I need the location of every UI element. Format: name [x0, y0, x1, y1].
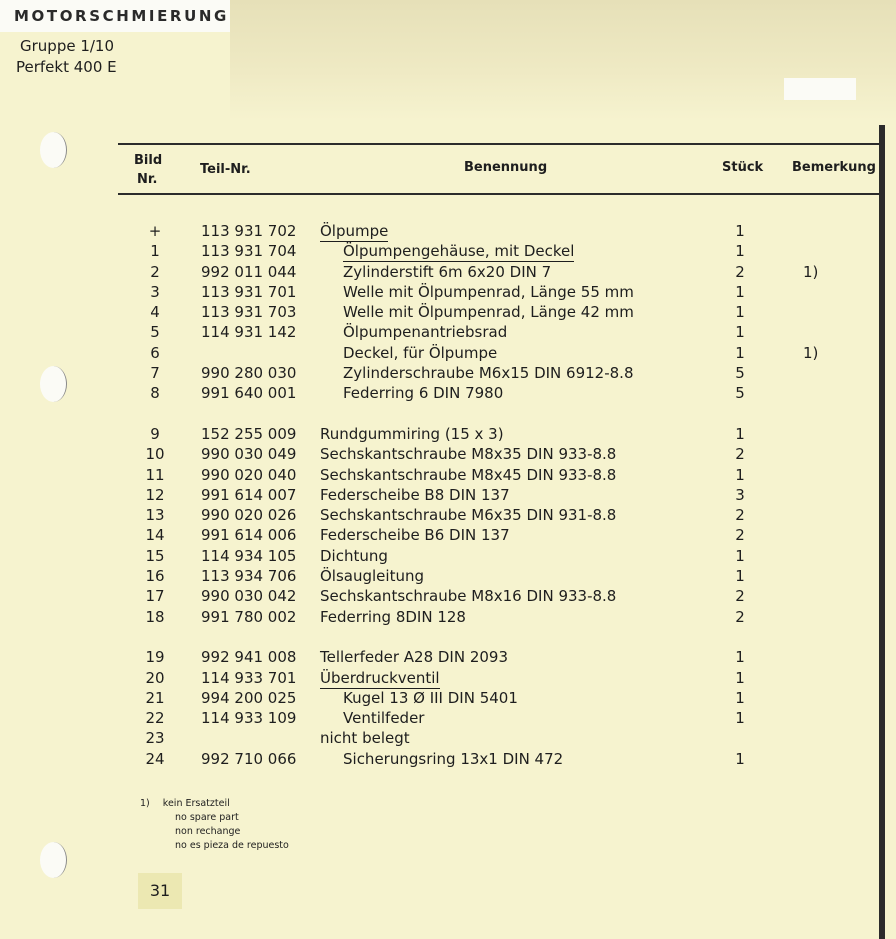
table-row: [0, 750, 896, 770]
part-name: Überdruckventil: [320, 668, 440, 687]
table-row: [0, 486, 896, 506]
punch-hole: [40, 132, 67, 168]
part-name: Tellerfeder A28 DIN 2093: [320, 648, 509, 667]
quantity: 1: [735, 688, 745, 707]
col-header-bild: Bild: [134, 153, 163, 168]
quantity: 1: [735, 424, 745, 443]
table-row: [0, 323, 896, 343]
table-row: [0, 648, 896, 668]
part-name: Zylinderschraube M6x15 DIN 6912-8.8: [343, 364, 634, 383]
remark: 1): [803, 343, 819, 362]
bild-number: 11: [145, 465, 165, 484]
col-header-name: Benennung: [464, 160, 548, 175]
group-label: Gruppe 1/10: [20, 37, 115, 55]
part-name: Welle mit Ölpumpenrad, Länge 55 mm: [343, 282, 634, 301]
footnote-text: no spare part: [175, 812, 239, 823]
bild-number: 10: [145, 445, 165, 464]
col-header-qty: Stück: [722, 160, 764, 175]
quantity: 2: [735, 607, 745, 626]
part-number: 990 020 040: [201, 465, 297, 484]
bild-number: 20: [145, 668, 165, 687]
part-name: Sechskantschraube M6x35 DIN 931-8.8: [320, 506, 617, 525]
quantity: 1: [735, 709, 745, 728]
table-row: [0, 466, 896, 486]
part-number: 113 931 702: [201, 222, 297, 240]
table-row: [0, 283, 896, 303]
quantity: 1: [735, 343, 745, 362]
part-number: 991 780 002: [201, 607, 297, 626]
col-header-remark: Bemerkung: [792, 160, 876, 175]
part-number: 994 200 025: [201, 688, 297, 707]
table-row: [0, 669, 896, 689]
page-number: 31: [138, 873, 182, 909]
quantity: 3: [735, 485, 745, 504]
bild-number: 21: [145, 688, 165, 707]
bild-number: 23: [145, 729, 165, 748]
bild-number: 19: [145, 648, 165, 667]
part-number: 991 614 007: [201, 485, 297, 504]
bild-number: 5: [150, 323, 160, 342]
bild-number: 13: [145, 506, 165, 525]
quantity: 1: [735, 749, 745, 768]
part-number: 992 011 044: [201, 262, 297, 281]
part-name: nicht belegt: [320, 729, 410, 748]
table-row: [0, 526, 896, 546]
part-name: Ölsaugleitung: [320, 567, 424, 586]
model-label: Perfekt 400 E: [16, 58, 117, 76]
table-row: [0, 303, 896, 323]
table-top-rule: [118, 143, 880, 145]
part-number: 113 931 703: [201, 303, 297, 322]
col-header-part: Teil-Nr.: [200, 162, 251, 177]
part-name: Ölpumpe: [320, 222, 389, 240]
quantity: 1: [735, 242, 745, 261]
table-header-rule: [118, 193, 880, 195]
bild-number: 3: [150, 282, 160, 301]
footnote-text: kein Ersatzteil: [162, 798, 230, 809]
table-row: [0, 263, 896, 283]
bild-number: 8: [150, 384, 160, 403]
bild-number: 2: [150, 262, 160, 281]
part-name: Sechskantschraube M8x35 DIN 933-8.8: [320, 445, 617, 464]
part-number: 114 934 105: [201, 546, 297, 565]
table-row: [0, 364, 896, 384]
quantity: 2: [735, 262, 745, 281]
part-name: Federscheibe B8 DIN 137: [320, 485, 510, 504]
part-name: Federring 6 DIN 7980: [343, 384, 504, 403]
part-name: Deckel, für Ölpumpe: [343, 343, 498, 362]
bild-number: 17: [145, 587, 165, 606]
quantity: 1: [735, 323, 745, 342]
quantity: 2: [735, 587, 745, 606]
paper-patch: [784, 78, 856, 100]
part-number: 113 934 706: [201, 567, 297, 586]
part-name: Ventilfeder: [343, 709, 425, 728]
quantity: 1: [735, 546, 745, 565]
table-row: [0, 709, 896, 729]
page-title: MOTORSCHMIERUNG: [14, 7, 229, 25]
table-row: [0, 689, 896, 709]
bild-number: 7: [150, 364, 160, 383]
bild-number: 12: [145, 485, 165, 504]
part-number: 990 030 049: [201, 445, 297, 464]
part-number: 113 931 704: [201, 242, 297, 261]
quantity: 1: [735, 222, 745, 240]
table-row: [0, 608, 896, 628]
part-name: Sicherungsring 13x1 DIN 472: [343, 749, 564, 768]
footnote-marker: 1): [140, 798, 150, 809]
part-name: Federring 8DIN 128: [320, 607, 466, 626]
footnote-line: [140, 798, 230, 809]
table-row: [0, 567, 896, 587]
table-row: [0, 242, 896, 262]
table-row: [0, 425, 896, 445]
part-number: 992 710 066: [201, 749, 297, 768]
part-number: 114 933 109: [201, 709, 297, 728]
part-name: Sechskantschraube M8x45 DIN 933-8.8: [320, 465, 617, 484]
part-number: 114 931 142: [201, 323, 297, 342]
part-number: 113 931 701: [201, 282, 297, 301]
bild-number: 22: [145, 709, 165, 728]
part-name: Ölpumpengehäuse, mit Deckel: [343, 242, 575, 261]
bild-number: 18: [145, 607, 165, 626]
part-number: 991 614 006: [201, 526, 297, 545]
table-row: [0, 384, 896, 404]
part-name: Federscheibe B6 DIN 137: [320, 526, 510, 545]
quantity: 1: [735, 282, 745, 301]
part-number: 990 030 042: [201, 587, 297, 606]
table-row: [0, 506, 896, 526]
quantity: 1: [735, 567, 745, 586]
part-number: 152 255 009: [201, 424, 297, 443]
paper-tint: [230, 0, 896, 120]
quantity: 1: [735, 303, 745, 322]
part-name: Zylinderstift 6m 6x20 DIN 7: [343, 262, 552, 281]
bild-number: 9: [150, 424, 160, 443]
part-number: 991 640 001: [201, 384, 297, 403]
quantity: 2: [735, 526, 745, 545]
table-row: [0, 729, 896, 749]
part-name: Welle mit Ölpumpenrad, Länge 42 mm: [343, 303, 634, 322]
quantity: 2: [735, 445, 745, 464]
part-name: Dichtung: [320, 546, 388, 565]
quantity: 1: [735, 648, 745, 667]
quantity: 5: [735, 384, 745, 403]
part-name: Sechskantschraube M8x16 DIN 933-8.8: [320, 587, 617, 606]
bild-number: 24: [145, 749, 165, 768]
quantity: 1: [735, 668, 745, 687]
bild-number: 16: [145, 567, 165, 586]
part-number: 992 941 008: [201, 648, 297, 667]
part-name: Rundgummiring (15 x 3): [320, 424, 504, 443]
part-name: Kugel 13 Ø III DIN 5401: [343, 688, 518, 707]
table-row: [0, 445, 896, 465]
quantity: 5: [735, 364, 745, 383]
bild-number: 15: [145, 546, 165, 565]
table-row: [0, 587, 896, 607]
punch-hole: [40, 842, 67, 878]
bild-number: 1: [150, 242, 160, 261]
part-number: 990 020 026: [201, 506, 297, 525]
col-header-nr: Nr.: [137, 172, 158, 187]
parts-table: [0, 222, 896, 770]
table-row: [0, 344, 896, 364]
part-name: Ölpumpenantriebsrad: [343, 323, 508, 342]
bild-number: 14: [145, 526, 165, 545]
table-row: [0, 547, 896, 567]
quantity: 1: [735, 465, 745, 484]
bild-number: +: [148, 222, 162, 240]
part-number: 114 933 701: [201, 668, 297, 687]
part-number: 990 280 030: [201, 364, 297, 383]
table-row: [0, 222, 896, 242]
footnote-text: non rechange: [175, 826, 241, 837]
bild-number: 4: [150, 303, 160, 322]
quantity: 2: [735, 506, 745, 525]
bild-number: 6: [150, 343, 160, 362]
footnote-text: no es pieza de repuesto: [175, 840, 289, 851]
remark: 1): [803, 262, 819, 281]
